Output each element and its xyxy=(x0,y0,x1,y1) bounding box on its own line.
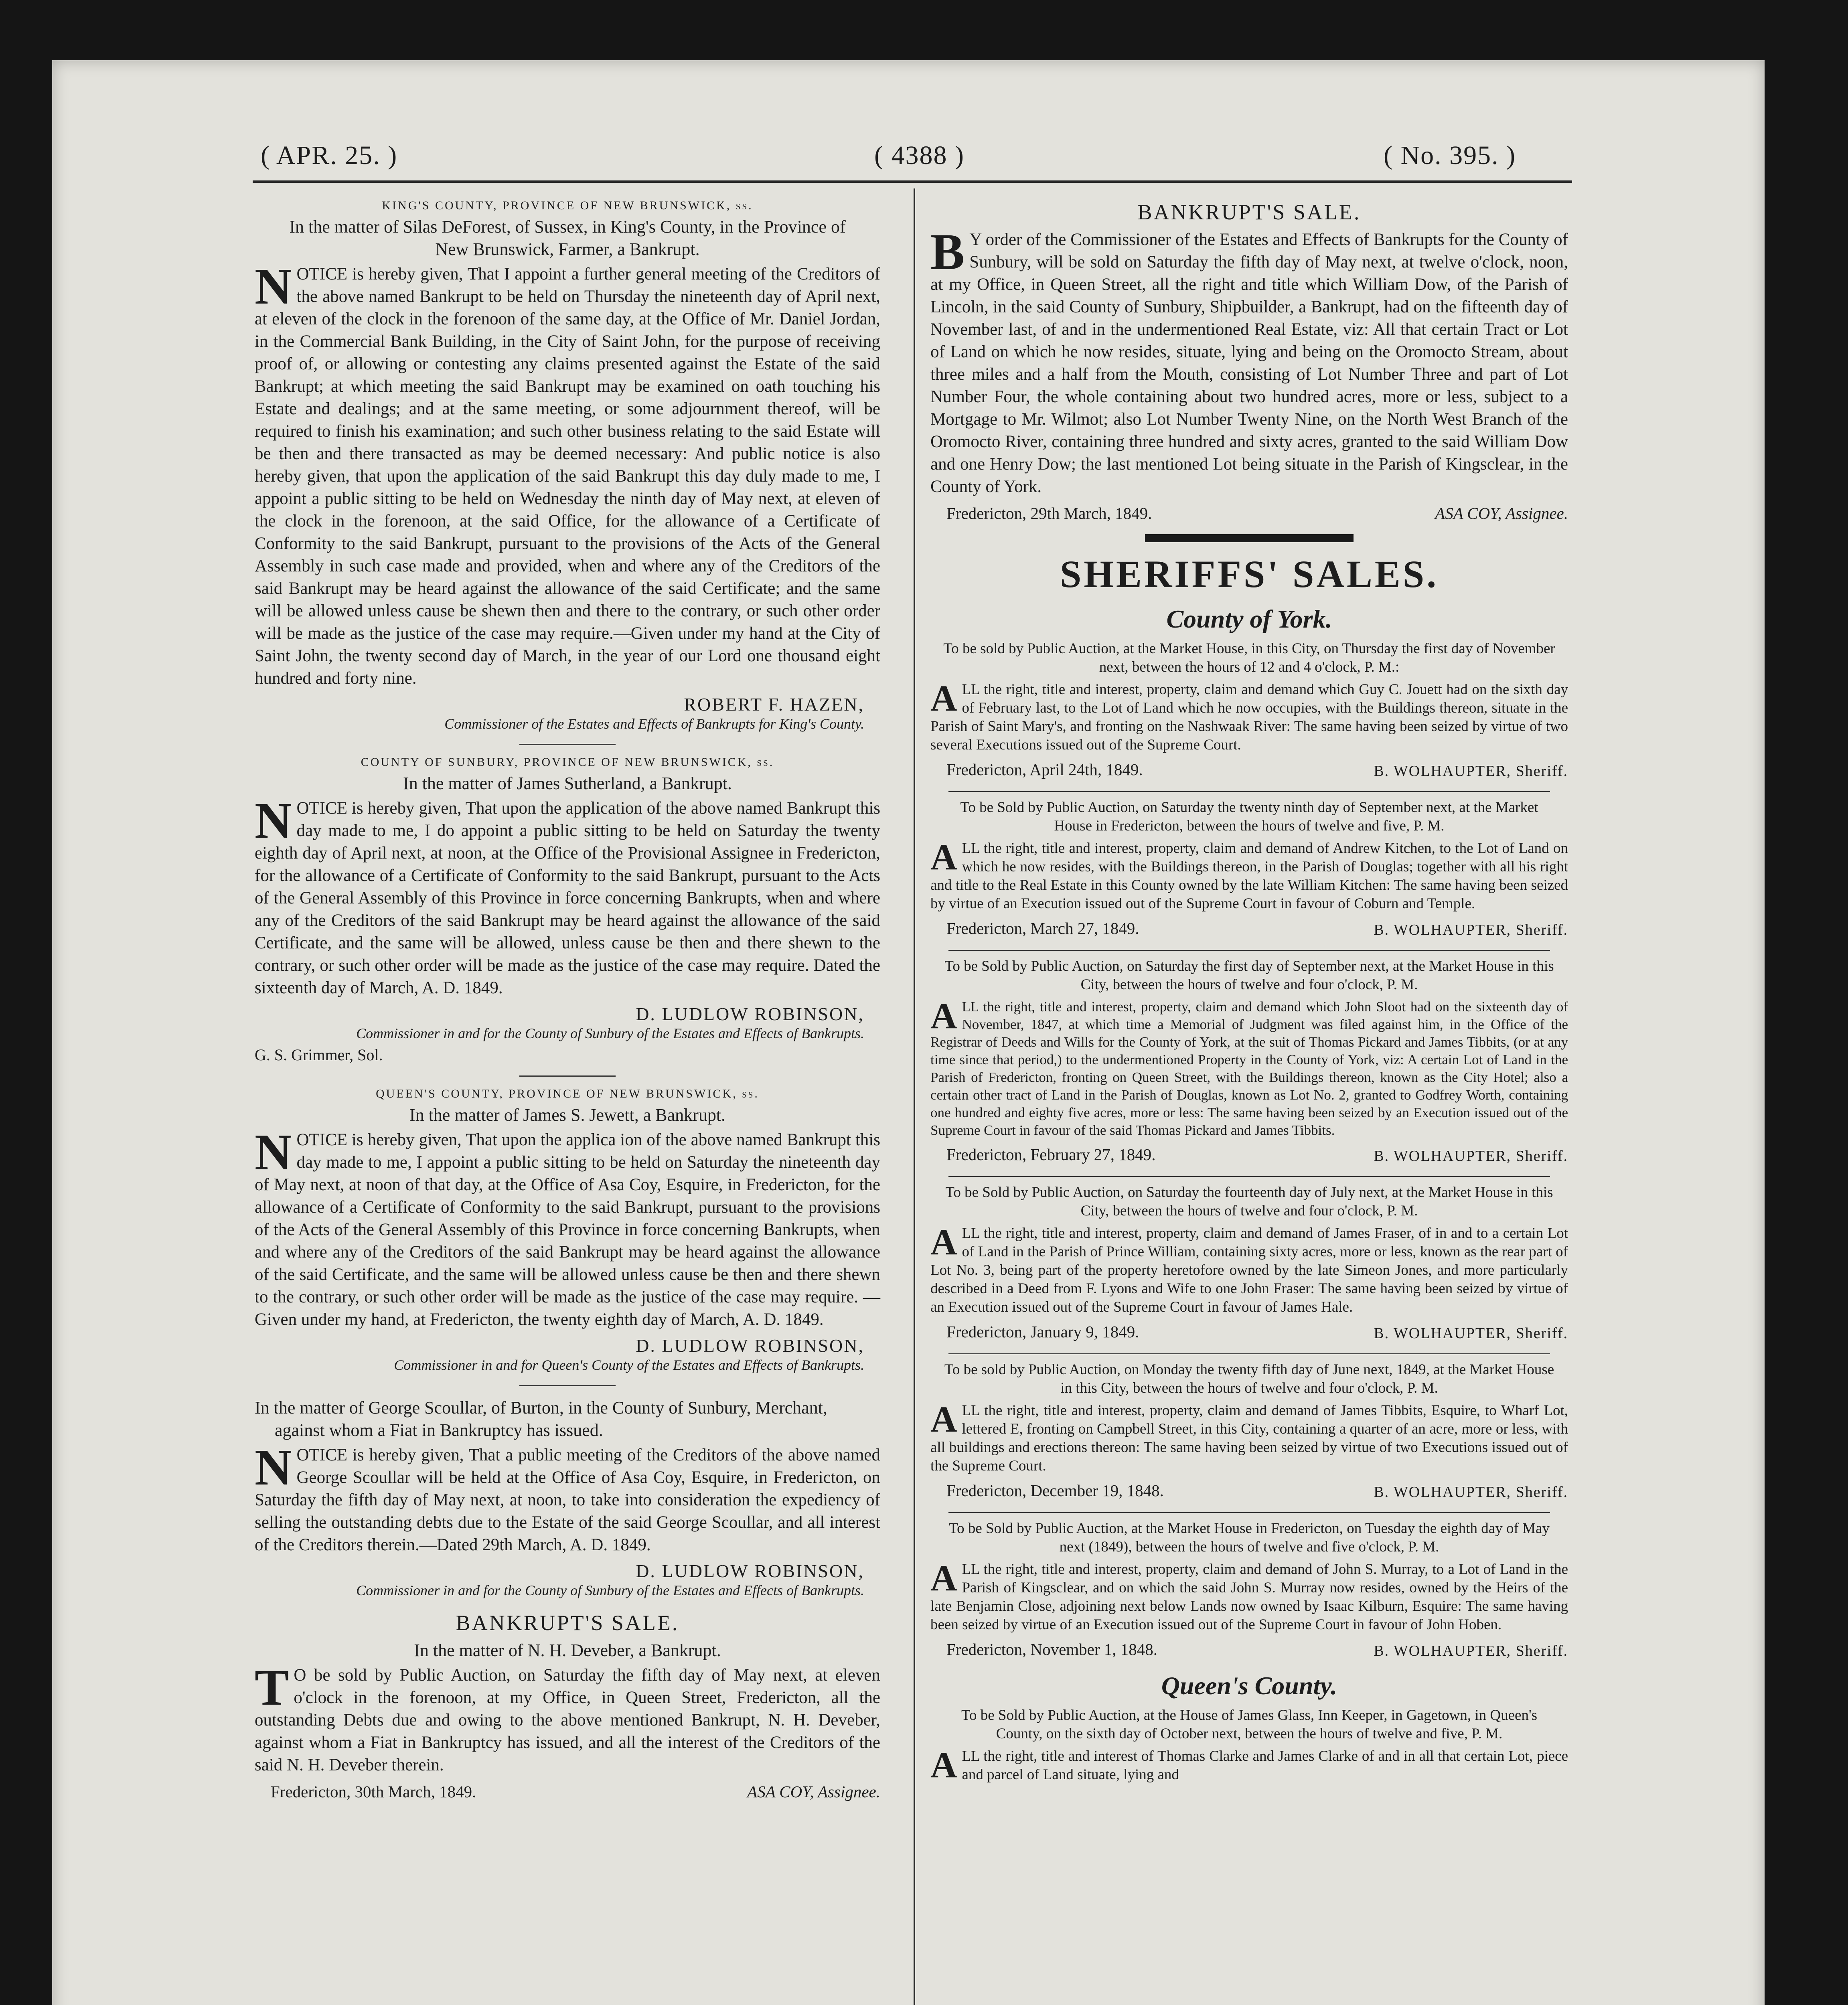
drop-cap: T xyxy=(255,1659,289,1716)
separator xyxy=(519,1075,616,1077)
signature: D. LUDLOW ROBINSON, xyxy=(636,1335,864,1356)
sheriff-sale xyxy=(930,1519,1568,1660)
left-column xyxy=(255,192,880,1813)
separator xyxy=(519,744,616,745)
drop-cap: A xyxy=(930,1557,957,1598)
sale-intro: To be Sold by Public Auction, at the Market House in Fredericton, on Tuesday the eighth day of May next (1849), between the hours of twelve and five o'clock, P. M. xyxy=(949,1520,1550,1555)
signature-title: Commissioner in and for Queen's County of the Estates and Effects of Bankrupts. xyxy=(394,1357,864,1373)
drop-cap: A xyxy=(930,1221,957,1262)
sheriff-sale xyxy=(930,1361,1568,1501)
notice-body: OTICE is hereby given, That I appoint a further general meeting of the Creditors of the above named Bankrupt to be held on Thursday the nineteenth day of April next, at eleven of the clock in the forenoon of the same day, at the Office of Mr. Daniel Jordan, in the Commercial Bank Building, in the City of Saint John, for the purpose of receiving proof of, or allowing or contesting any claims presented against the Estate of the said Bankrupt; at which meeting the said Bankrupt may be examined on oath touching his Estate and dealings; and at the same meeting, or some adjournment thereof, will be required to finish his examination; and such other business relating to the said Estate will be then and there transacted as may be deemed necessary: And public notice is also hereby given, that upon the application of the said Bankrupt this day duly made to me, I appoint a public sitting to be held on Wednesday the ninth day of May next, at eleven of the clock in the forenoon, at the said Office, for the allowance of a Certificate of Conformity to the said Bankrupt, pursuant to the provisions of the Acts of the General Assembly in such case made and provided, when and where any of the Creditors of the said Bankrupt may be heard against the allowance of the said Certificate; and the same will be allowed unless cause be shewn then and there to the contrary, or such other order will be made as the justice of the case may require.—Given under my hand at the City of Saint John, the twenty second day of March, in the year of our Lord one thousand eight hundred and forty nine. xyxy=(255,265,880,688)
signature: D. LUDLOW ROBINSON, xyxy=(636,1004,864,1024)
county-of-york-heading: County of York. xyxy=(1166,605,1332,633)
sale-body: LL the right, title and interest, property, claim and demand which Guy C. Jouett had on the sixth day of February last, to the Lot of Land which he now occupies, with the Buildings thereon, situate in the Parish of Saint Mary's, and fronting on the Nashwaak River: The same having been seized by virtue of two several Executions issued out of the Supreme Court. xyxy=(930,681,1568,753)
queens-county-sale xyxy=(930,1706,1568,1784)
separator xyxy=(519,1385,616,1386)
sale-body: LL the right, title and interest, property, claim and demand of Andrew Kitchen, to the Lot of Land on which he now resides, with the Buildings thereon, in the Parish of Douglas; together with all his right and title to the Real Estate in this County owned by the late William Kitchen: The same having been seized by virtue of an Execution issued out of the Supreme Court in favour of Coburn and Temple. xyxy=(930,840,1568,912)
sale-intro: To be sold by Public Auction, on Monday the twenty fifth day of June next, 1849, at the Market House in this City, between the hours of twelve and four o'clock, P. M. xyxy=(944,1361,1554,1396)
notice-body: OTICE is hereby given, That a public meeting of the Creditors of the above named George Scoullar will be held at the Office of Asa Coy, Esquire, in Fredericton, on Saturday the fifth day of May next, at noon, to take into consideration the expediency of selling the outstanding debts due to the Estate of the said George Scoullar, and all interest of the Creditors therein.—Dated 29th March, A. D. 1849. xyxy=(255,1446,880,1554)
notice-body: Y order of the Commissioner of the Estates and Effects of Bankrupts for the County of Sunbury, will be sold on Saturday the fifth day of May next, at twelve o'clock, noon, at my Office, in Queen Street, all the right and title which William Dow, of the Parish of Lincoln, in the said County of Sunbury, Shipbuilder, a Bankrupt, had on the fifteenth day of November last, of and in the undermentioned Real Estate, viz: All that certain Tract or Lot of Land on which he now resides, situate, lying and being on the Oromocto Stream, about three miles and a half from the Mouth, consisting of Lot Number Three and part of Lot Number Four, the whole containing about two hundred acres, more or less, subject to a Mortgage to Mr. Wilmot; also Lot Number Twenty Nine, on the North West Branch of the Oromocto River, containing three hundred and sixty acres, granted to the said William Dow and one Henry Dow; the last mentioned Lot being situate in the Parish of Kingsclear, in the County of York. xyxy=(930,230,1568,496)
column-divider xyxy=(914,188,915,2005)
drop-cap: A xyxy=(930,678,957,719)
signature: ASA COY, Assignee. xyxy=(747,1782,880,1801)
matter-line: In the matter of George Scoullar, of Burton, in the County of Sunbury, Merchant, against whom a Fiat in Bankruptcy has issued. xyxy=(255,1398,827,1440)
signature: ASA COY, Assignee. xyxy=(1435,504,1568,523)
notice-body: O be sold by Public Auction, on Saturday the fifth day of May next, at eleven o'clock in the forenoon, at my Office, in Queen Street, Fredericton, all the outstanding Debts due and owing to the above mentioned Bankrupt, N. H. Deveber, against whom a Fiat in Bankruptcy has issued, and all the interest of the Creditors of the said N. H. Deveber therein. xyxy=(255,1666,880,1774)
matter-line: In the matter of James S. Jewett, a Bankrupt. xyxy=(409,1105,726,1125)
jurisdiction: KING'S COUNTY, PROVINCE OF NEW BRUNSWICK, ss. xyxy=(382,199,753,212)
dateline: Fredericton, 29th March, 1849. xyxy=(946,504,1152,523)
separator xyxy=(948,1512,1550,1513)
dateline: Fredericton, April 24th, 1849. xyxy=(946,760,1143,779)
signature: ROBERT F. HAZEN, xyxy=(684,694,864,715)
sheriffs-sales-heading: SHERIFFS' SALES. xyxy=(1060,553,1439,595)
drop-cap: B xyxy=(930,223,965,280)
newspaper-page xyxy=(52,60,1765,2005)
drop-cap: A xyxy=(930,1399,957,1440)
issue-number: ( No. 395. ) xyxy=(1384,141,1516,170)
signature: D. LUDLOW ROBINSON, xyxy=(636,1561,864,1581)
drop-cap: A xyxy=(930,995,957,1036)
dateline: Fredericton, February 27, 1849. xyxy=(946,1145,1156,1164)
notice-deveber xyxy=(255,1610,880,1801)
sheriff-sale xyxy=(930,798,1568,939)
notice-deforest xyxy=(255,199,880,733)
header-rule xyxy=(253,180,1572,183)
sale-body: LL the right, title and interest, property, claim and demand which John Sloot had on the sixteenth day of November, 1847, at which time a Memorial of Judgment was filed against him, in the Office of the Registrar of Deeds and Wills for the County of York, at the suit of Thomas Pickard and James Tibbits, (or at any time since that period,) to the undermentioned Property in the County of York, viz: A certain Lot of Land in the Parish of Fredericton, fronting on Queen Street, with the Buildings thereon, known as the City Hotel; also a certain other tract of Land in the Parish of Douglas, known as Lot No. 2, granted to Godfrey Worth, containing one hundred and eighty five acres, more or less: The same having been seized by an Execution issued out of the Supreme Court in favour of the said Thomas Pickard and James Tibbits. xyxy=(930,999,1568,1138)
matter-line: In the matter of N. H. Deveber, a Bankrupt. xyxy=(414,1640,721,1660)
sheriff-signature: B. WOLHAUPTER, Sheriff. xyxy=(1374,921,1568,938)
sale-body: LL the right, title and interest, property, claim and demand of James Tibbits, Esquire, to Wharf Lot, lettered E, fronting on Campbell Street, in this City, containing a quarter of an acre, more or less, with all buildings and erections thereon: The same having been seized by virtue of two Executions issued out of the Supreme Court. xyxy=(930,1402,1568,1474)
drop-cap: A xyxy=(930,836,957,877)
drop-cap: N xyxy=(255,1124,292,1181)
notice-scoullar xyxy=(255,1397,880,1599)
queens-county-heading: Queen's County. xyxy=(1161,1671,1337,1700)
section-heading: BANKRUPT'S SALE. xyxy=(456,1611,679,1635)
matter-line: In the matter of James Sutherland, a Bankrupt. xyxy=(403,774,732,793)
sheriff-signature: B. WOLHAUPTER, Sheriff. xyxy=(1374,1642,1568,1659)
sale-intro: To be Sold by Public Auction, on Saturday the first day of September next, at the Market House in this City, between the hours of twelve and four o'clock, P. M. xyxy=(944,958,1554,993)
sale-body: LL the right, title and interest, property, claim and demand of James Fraser, of in and to a certain Lot of Land in the Parish of Prince William, containing sixty acres, more or less, known as the rear part of Lot No. 3, being part of the property heretofore owned by the late Simeon Jones, and more particularly described in a Deed from F. Lyons and Wife to one John Fraser: The same having been seized by virtue of an Execution issued out of the Supreme Court in favour of James Hale. xyxy=(930,1225,1568,1315)
drop-cap: A xyxy=(930,1744,957,1785)
sheriff-sale xyxy=(930,957,1568,1165)
sale-intro: To be Sold by Public Auction, at the House of James Glass, Inn Keeper, in Gagetown, in Queen's County, on the sixth day of October next, between the hours of twelve and five, P. M. xyxy=(961,1707,1538,1742)
notice-sutherland xyxy=(255,755,880,1064)
sale-intro: To be sold by Public Auction, at the Market House, in this City, on Thursday the first day of November next, between the hours of 12 and 4 o'clock, P. M.: xyxy=(943,640,1555,675)
signature-title: Commissioner in and for the County of Sunbury of the Estates and Effects of Bankrupts. xyxy=(356,1582,864,1598)
sheriff-sale xyxy=(930,640,1568,780)
dateline: Fredericton, January 9, 1849. xyxy=(946,1322,1139,1341)
drop-cap: N xyxy=(255,792,292,849)
dateline: Fredericton, March 27, 1849. xyxy=(946,919,1139,938)
solicitor: G. S. Grimmer, Sol. xyxy=(255,1046,383,1064)
separator xyxy=(948,950,1550,951)
sale-intro: To be Sold by Public Auction, on Saturday the fourteenth day of July next, at the Market House in this City, between the hours of twelve and four o'clock, P. M. xyxy=(945,1184,1553,1219)
heavy-rule xyxy=(1145,534,1354,542)
jurisdiction: COUNTY OF SUNBURY, PROVINCE OF NEW BRUNSWICK, ss. xyxy=(361,755,774,769)
sheriff-signature: B. WOLHAUPTER, Sheriff. xyxy=(1374,1148,1568,1165)
notice-jewett xyxy=(255,1087,880,1374)
matter-line: In the matter of Silas DeForest, of Sussex, in King's County, in the Province of New Brunswick, Farmer, a Bankrupt. xyxy=(289,217,846,259)
sheriff-signature: B. WOLHAUPTER, Sheriff. xyxy=(1374,1325,1568,1342)
sheriff-signature: B. WOLHAUPTER, Sheriff. xyxy=(1374,1484,1568,1501)
separator xyxy=(948,791,1550,792)
jurisdiction: QUEEN'S COUNTY, PROVINCE OF NEW BRUNSWICK, ss. xyxy=(376,1087,759,1100)
drop-cap: N xyxy=(255,1439,292,1496)
drop-cap: N xyxy=(255,258,292,315)
separator xyxy=(948,1176,1550,1177)
notice-body: OTICE is hereby given, That upon the application of the above named Bankrupt this day made to me, I do appoint a public sitting to be held on Saturday the twenty eighth day of April next, at noon, at the Office of the Provisional Assignee in Fredericton, for the allowance of a Certificate of Conformity to the said Bankrupt, pursuant to the Acts of the General Assembly of this Province in force concerning Bankrupts, when and where any of the Creditors of the said Bankrupt may be heard against the allowance of the said Certificate, and the same will be allowed, unless cause be then and there shewn to the contrary, or such other order will be made as the justice of the case may require. Dated the sixteenth day of March, A. D. 1849. xyxy=(255,799,880,997)
dateline: Fredericton, December 19, 1848. xyxy=(946,1481,1164,1500)
sale-body: LL the right, title and interest, property, claim and demand of John S. Murray, to a Lot of Land in the Parish of Kingsclear, and on which the said John S. Murray now resides, owned by the Heirs of the late Benjamin Close, adjoining next below Lands now owned by Isaac Kilburn, Esquire: The same having been seized by virtue of an Execution issued out of the Supreme Court in favour of John Hoben. xyxy=(930,1561,1568,1633)
issue-date: ( APR. 25. ) xyxy=(261,141,398,170)
dateline: Fredericton, November 1, 1848. xyxy=(946,1640,1158,1659)
sale-intro: To be Sold by Public Auction, on Saturday the twenty ninth day of September next, at the Market House in Fredericton, between the hours of twelve and five, P. M. xyxy=(960,799,1538,834)
dateline: Fredericton, 30th March, 1849. xyxy=(271,1782,476,1801)
right-column xyxy=(930,192,1568,1795)
sheriff-signature: B. WOLHAUPTER, Sheriff. xyxy=(1374,763,1568,780)
bankrupt-sale-dow xyxy=(930,200,1568,523)
signature-title: Commissioner of the Estates and Effects of Bankrupts for King's County. xyxy=(444,716,864,732)
section-heading: BANKRUPT'S SALE. xyxy=(1137,200,1361,224)
sheriff-sale xyxy=(930,1183,1568,1342)
page-number: ( 4388 ) xyxy=(874,141,965,170)
sale-body: LL the right, title and interest of Thomas Clarke and James Clarke of and in all that certain Lot, piece and parcel of Land situate, lying and xyxy=(962,1748,1568,1783)
separator xyxy=(948,1353,1550,1354)
notice-body: OTICE is hereby given, That upon the applica ion of the above named Bankrupt this day made to me, I appoint a public sitting to be held on Saturday the nineteenth day of May next, at noon of that day, at the Office of Asa Coy, Esquire, in Fredericton, for the allowance of a Certificate of Conformity to the said Bankrupt, pursuant to the provisions of the Acts of the General Assembly of this Province in force concerning Bankrupts, when and where any of the Creditors of the said Bankrupt may be heard against the allowance of the said Certificate, and the same will be allowed unless cause be then and there shewn to the contrary, or such other order will be made as the justice of the case may require. —Given under my hand, at Fredericton, the twenty eighth day of March, A. D. 1849. xyxy=(255,1130,880,1329)
signature-title: Commissioner in and for the County of Sunbury of the Estates and Effects of Bankrupts. xyxy=(356,1025,864,1041)
